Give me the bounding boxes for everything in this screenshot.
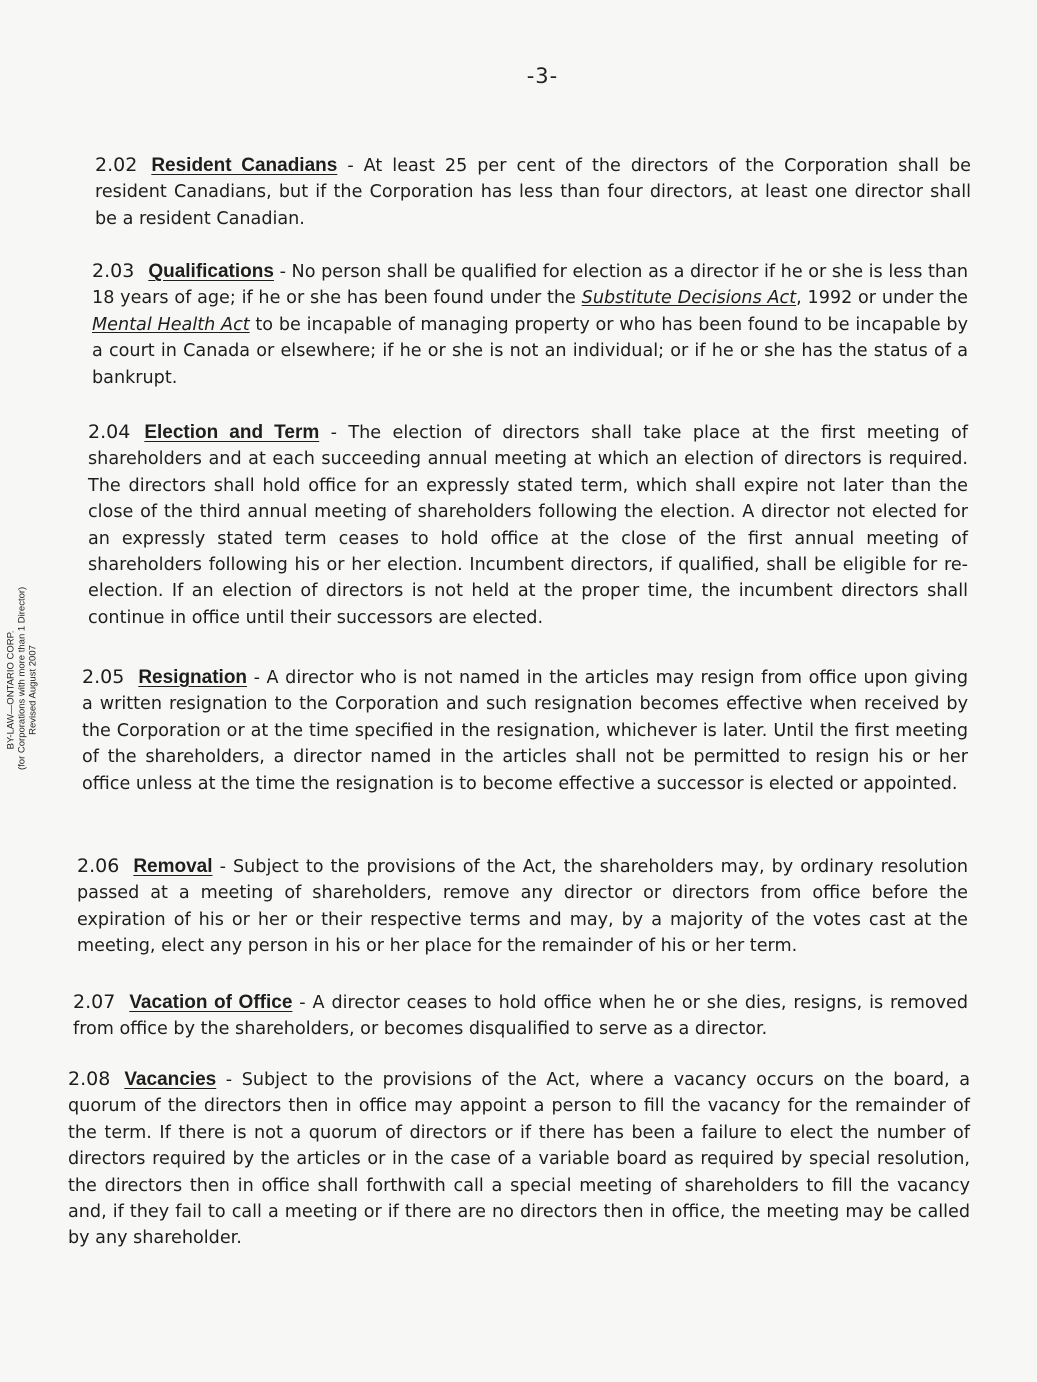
section-number: 2.05 [82,666,125,688]
section-title: Removal [133,856,213,877]
section-body: - At least 25 per cent of the directors of the Corporation shall be resident Canadians, but if the Corporation has less than four directors, at least one director shall be a resident Canadian. [95,156,971,229]
section-2-02 [95,152,971,232]
section-number: 2.03 [92,260,135,282]
section-number: 2.07 [73,991,116,1013]
side-note-revision: Revised August 2007 [27,645,39,735]
section-body: - Subject to the provisions of the Act, the shareholders may, by ordinary resolution passed at a meeting of shareholders, remove any director or directors from office before the expiration of his or her or their respective terms and may, by a majority of the votes cast at the meeting, elect any person in his or her place for the remainder of his or her term. [77,857,968,957]
section-body: - The election of directors shall take place at the first meeting of shareholders and at each succeeding annual meeting at which an election of directors is required. The directors shall hold office for an expressly stated term, which shall expire not later than the close of the third annual meeting of shareholders following the election. A director not elected for an expressly stated term ceases to hold office at the close of the first annual meeting of shareholders following his or her election. Incumbent directors, if qualified, shall be eligible for re-election. If an election of directors is not held at the proper time, the incumbent directors shall continue in office until their successors are elected. [88,423,968,628]
page-number: -3- [526,64,559,88]
section-number: 2.02 [95,154,138,176]
section-2-03 [92,258,968,391]
section-body: - A director who is not named in the articles may resign from office upon giving a written resignation to the Corporation and such resignation becomes effective when received by the Corporation or at the time specified in the resignation, whichever is later. Until the first meeting of the shareholders, a director named in the articles shall not be permitted to resign his or her office unless at the time the resignation is to become effective a successor is elected or appointed. [82,668,968,794]
section-title: Resignation [138,667,248,688]
section-number: 2.08 [68,1068,111,1090]
section-2-07 [73,989,968,1043]
section-number: 2.04 [88,421,131,443]
section-2-05 [82,664,968,797]
section-2-06 [77,853,968,960]
side-note [5,586,39,770]
section-title: Vacation of Office [129,992,293,1013]
section-body: - A director ceases to hold office when he or she dies, resigns, is removed from office by the shareholders, or becomes disqualified to serve as a director. [73,993,968,1040]
side-note-subtitle: (for Corporations with more than 1 Director) [16,586,28,770]
section-title: Qualifications [148,261,274,282]
section-title: Resident Canadians [151,155,338,176]
act-reference: Substitute Decisions Act [581,288,797,309]
section-body: , 1992 or under the [796,288,969,309]
section-title: Vacancies [124,1069,217,1090]
side-note-title: BY-LAW—ONTARIO CORP. [5,630,17,750]
section-title: Election and Term [144,422,320,443]
section-body: to be incapable of managing property or who has been found to be incapable by a court in Canada or elsewhere; if he or she is not an individual; or if he or she has the status of a bankrupt. [92,314,968,388]
section-body: - No person shall be qualified for election as a director if he or she is less than 18 years of age; if he or she has been found under the [92,262,968,309]
act-reference: Mental Health Act [92,314,250,335]
section-body: - Subject to the provisions of the Act, where a vacancy occurs on the board, a quorum of the directors then in office may appoint a person to fill the vacancy for the remainder of the term. If there is not a quorum of directors or if there has been a failure to elect the number of directors required by the articles or in the case of a variable board as required by special resolution, the directors then in office shall forthwith call a special meeting of shareholders to fill the vacancy and, if they fail to call a meeting or if there are no directors then in office, the meeting may be called by any shareholder. [68,1070,970,1249]
section-2-04 [88,419,968,631]
section-number: 2.06 [77,855,120,877]
section-2-08 [68,1066,970,1252]
